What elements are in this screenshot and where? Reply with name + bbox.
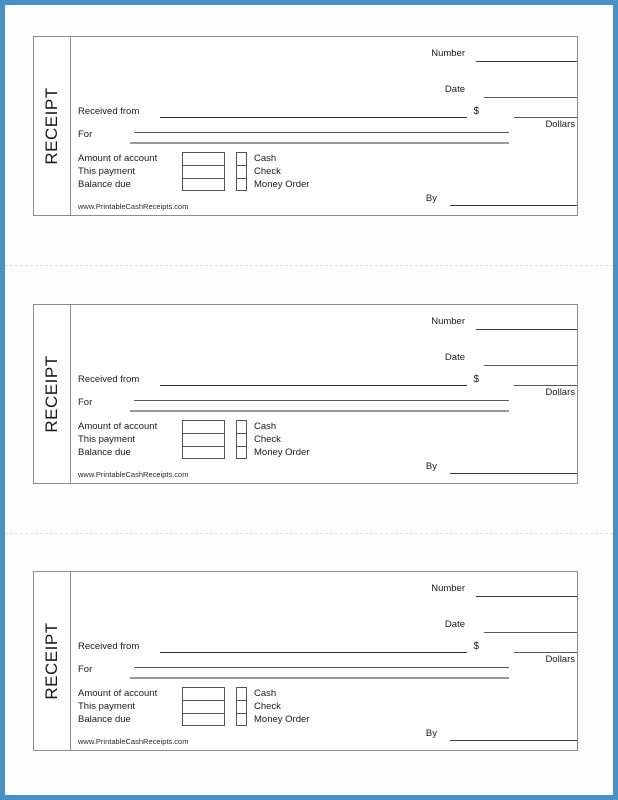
for-label: For bbox=[78, 664, 93, 675]
date-label: Date bbox=[444, 619, 465, 630]
receipt-stub bbox=[34, 37, 71, 215]
payment-method-checkbox[interactable] bbox=[236, 446, 247, 459]
amount-row-label: This payment bbox=[78, 701, 136, 712]
amount-row-input[interactable] bbox=[182, 165, 225, 178]
receipt-stub bbox=[34, 572, 71, 750]
payment-method-checkbox[interactable] bbox=[236, 700, 247, 713]
for-input-line[interactable] bbox=[130, 677, 509, 679]
received-from-input-line[interactable] bbox=[160, 117, 467, 118]
receipt-stub-label: RECEIPT bbox=[42, 87, 61, 165]
payment-method-checkbox[interactable] bbox=[236, 713, 247, 726]
amount-row-label: Balance due bbox=[78, 179, 131, 190]
receipt-form bbox=[33, 304, 578, 484]
amount-row-input[interactable] bbox=[182, 700, 225, 713]
amount-input-line[interactable] bbox=[514, 652, 577, 653]
receipt-form bbox=[33, 36, 578, 216]
payment-method-checkbox[interactable] bbox=[236, 433, 247, 446]
number-input-line[interactable] bbox=[476, 329, 577, 330]
for-label: For bbox=[78, 397, 93, 408]
dollars-label: Dollars bbox=[545, 654, 575, 665]
amount-row-input[interactable] bbox=[182, 178, 225, 191]
payment-method-label: Money Order bbox=[254, 447, 310, 458]
payment-method-label: Cash bbox=[254, 421, 277, 432]
by-input-line[interactable] bbox=[450, 473, 577, 474]
by-label: By bbox=[425, 193, 437, 204]
dollars-written-input-line[interactable] bbox=[134, 667, 509, 668]
received-from-input-line[interactable] bbox=[160, 652, 467, 653]
amount-row-label: This payment bbox=[78, 434, 136, 445]
date-label: Date bbox=[444, 84, 465, 95]
payment-method-label: Money Order bbox=[254, 179, 310, 190]
payment-method-label: Check bbox=[254, 701, 281, 712]
date-input-line[interactable] bbox=[484, 632, 577, 633]
receipt-form bbox=[33, 571, 578, 751]
amount-input-line[interactable] bbox=[514, 117, 577, 118]
receipt-stub-label: RECEIPT bbox=[42, 622, 61, 700]
by-label: By bbox=[425, 728, 437, 739]
by-input-line[interactable] bbox=[450, 740, 577, 741]
payment-method-label: Cash bbox=[254, 153, 277, 164]
receipt-stub-label: RECEIPT bbox=[42, 355, 61, 433]
date-label: Date bbox=[444, 352, 465, 363]
date-input-line[interactable] bbox=[484, 365, 577, 366]
number-label: Number bbox=[431, 316, 465, 327]
for-label: For bbox=[78, 129, 93, 140]
currency-symbol: $ bbox=[473, 374, 479, 385]
dollars-written-input-line[interactable] bbox=[134, 400, 509, 401]
payment-method-checkbox[interactable] bbox=[236, 420, 247, 433]
website-label: www.PrintableCashReceipts.com bbox=[78, 201, 189, 211]
dollars-written-input-line[interactable] bbox=[134, 132, 509, 133]
number-input-line[interactable] bbox=[476, 61, 577, 62]
payment-method-label: Cash bbox=[254, 688, 277, 699]
amount-row-input[interactable] bbox=[182, 713, 225, 726]
for-input-line[interactable] bbox=[130, 142, 509, 144]
date-input-line[interactable] bbox=[484, 97, 577, 98]
payment-method-label: Check bbox=[254, 434, 281, 445]
received-from-label: Received from bbox=[78, 641, 140, 652]
payment-method-label: Check bbox=[254, 166, 281, 177]
amount-row-input[interactable] bbox=[182, 433, 225, 446]
number-label: Number bbox=[431, 48, 465, 59]
received-from-label: Received from bbox=[78, 106, 140, 117]
receipt-body bbox=[72, 37, 577, 215]
payment-method-checkbox[interactable] bbox=[236, 152, 247, 165]
by-label: By bbox=[425, 461, 437, 472]
amount-row-label: Amount of account bbox=[78, 421, 158, 432]
payment-method-checkbox[interactable] bbox=[236, 178, 247, 191]
receipt-body bbox=[72, 572, 577, 750]
payment-method-label: Money Order bbox=[254, 714, 310, 725]
amount-row-input[interactable] bbox=[182, 152, 225, 165]
website-label: www.PrintableCashReceipts.com bbox=[78, 469, 189, 479]
amount-row-label: Amount of account bbox=[78, 688, 158, 699]
amount-row-label: Balance due bbox=[78, 714, 131, 725]
currency-symbol: $ bbox=[473, 641, 479, 652]
by-input-line[interactable] bbox=[450, 205, 577, 206]
number-label: Number bbox=[431, 583, 465, 594]
currency-symbol: $ bbox=[473, 106, 479, 117]
amount-input-line[interactable] bbox=[514, 385, 577, 386]
number-input-line[interactable] bbox=[476, 596, 577, 597]
cut-divider-1 bbox=[5, 265, 613, 266]
payment-method-checkbox[interactable] bbox=[236, 165, 247, 178]
received-from-label: Received from bbox=[78, 374, 140, 385]
cut-divider-2 bbox=[5, 533, 613, 534]
amount-row-label: Amount of account bbox=[78, 153, 158, 164]
website-label: www.PrintableCashReceipts.com bbox=[78, 736, 189, 746]
receipt-body bbox=[72, 305, 577, 483]
printable-page bbox=[5, 5, 613, 795]
for-input-line[interactable] bbox=[130, 410, 509, 412]
amount-row-input[interactable] bbox=[182, 420, 225, 433]
dollars-label: Dollars bbox=[545, 119, 575, 130]
amount-row-input[interactable] bbox=[182, 687, 225, 700]
received-from-input-line[interactable] bbox=[160, 385, 467, 386]
receipt-stub bbox=[34, 305, 71, 483]
amount-row-input[interactable] bbox=[182, 446, 225, 459]
payment-method-checkbox[interactable] bbox=[236, 687, 247, 700]
amount-row-label: This payment bbox=[78, 166, 136, 177]
dollars-label: Dollars bbox=[545, 387, 575, 398]
amount-row-label: Balance due bbox=[78, 447, 131, 458]
